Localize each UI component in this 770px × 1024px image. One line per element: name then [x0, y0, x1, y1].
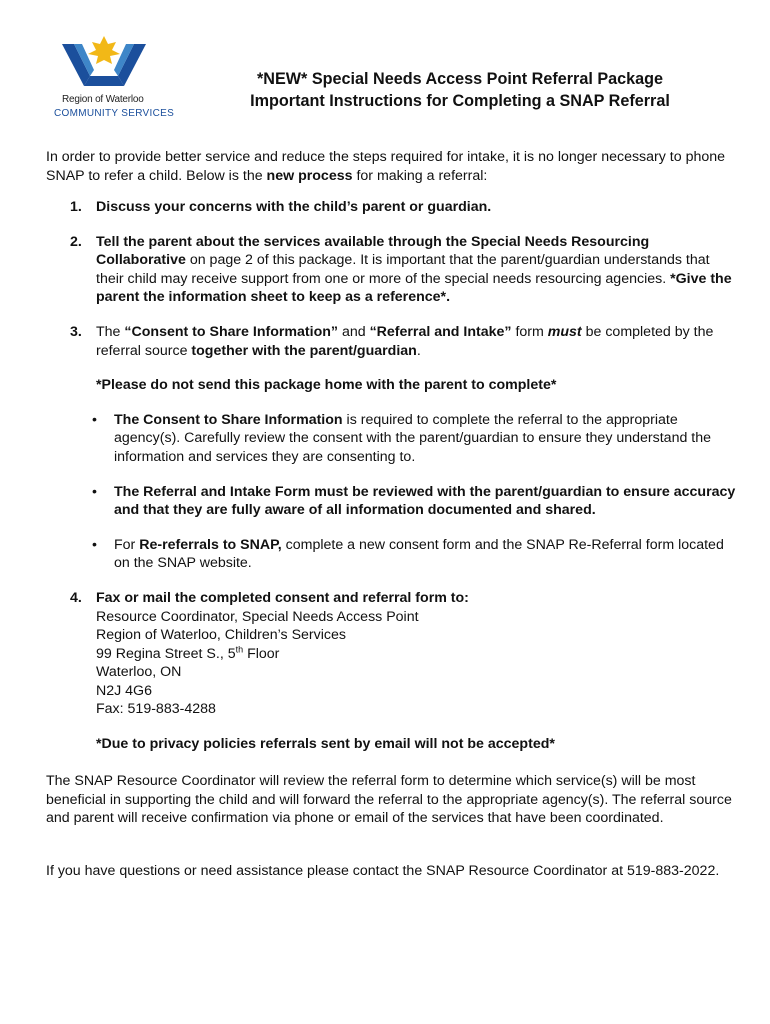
bullet-item — [92, 411, 736, 467]
step-3-bullet-list — [92, 411, 736, 573]
address-line: Resource Coordinator, Special Needs Access Point — [96, 608, 419, 625]
step-2-text: on page 2 of this package. It is important that the parent/guardian understands that their child may receive support from one or more of the special needs resourcing agencies. — [96, 252, 710, 287]
step-2-bold-end: *Give the parent the information sheet to keep as a reference*. — [96, 270, 732, 306]
step-3-emphasis: must — [547, 323, 582, 340]
outro-paragraph-1: The SNAP Resource Coordinator will review the referral form to determine which service(s) will be most beneficial in supporting the child and will forward the referral to the appropriate agency(s). The referral source and parent will receive confirmation via phone or email of the services that have been coordinated. — [46, 773, 732, 827]
step-number: 1. — [70, 199, 82, 215]
logo-org-name: Region of Waterloo — [62, 94, 144, 105]
bullet-icon: • — [92, 411, 97, 428]
fax-number: Fax: 519-883-4288 — [96, 701, 216, 718]
bullet-icon: • — [92, 483, 97, 500]
step-3-bold: “Consent to Share Information” — [124, 323, 338, 340]
address-floor: Floor — [243, 645, 280, 662]
intro-text-end: for making a referral: — [352, 167, 488, 184]
step-2-bold: Tell the parent about the services available through the Special Needs Resourcing Collaborative — [96, 233, 650, 269]
bullet-bold: The Consent to Share Information — [114, 411, 343, 428]
step-number: 2. — [70, 233, 82, 250]
address-floor-suffix: th — [235, 643, 244, 654]
step-2 — [46, 233, 736, 307]
step-4 — [46, 589, 736, 754]
step-number: 4. — [70, 589, 82, 606]
steps-list — [46, 198, 736, 754]
intro-paragraph — [46, 148, 736, 185]
step-3-text: and — [338, 323, 370, 340]
address-line: Region of Waterloo, Children’s Services — [96, 627, 346, 644]
waterloo-logo-icon — [60, 34, 148, 92]
title-line-2: Important Instructions for Completing a SNAP Referral — [250, 92, 670, 110]
step-number: 3. — [70, 323, 82, 340]
bullet-bold: Re-referrals to SNAP, — [139, 536, 282, 553]
intro-text: In order to provide better service and reduce the steps required for intake, it is no longer necessary to phone SNAP to refer a child. Below is the — [46, 149, 726, 184]
step-3-text: form — [511, 323, 548, 340]
bullet-text: is required to complete the referral to the appropriate agency(s). Carefully review the consent with the parent/guardian to ensure they understand the information and services they are consenting to. — [114, 411, 712, 465]
intro-bold: new process — [266, 167, 353, 184]
title-line-1: *NEW* Special Needs Access Point Referral Package — [256, 70, 664, 88]
privacy-notice: *Due to privacy policies referrals sent by email will not be accepted* — [96, 736, 555, 753]
step-3-text: . — [416, 342, 421, 359]
step-1-text: Discuss your concerns with the child’s parent or guardian. — [96, 199, 492, 215]
bullet-item — [92, 483, 736, 520]
address-line: Waterloo, ON — [96, 664, 182, 681]
step-3 — [46, 323, 736, 573]
bullet-text: For — [114, 536, 140, 553]
address-line: N2J 4G6 — [96, 682, 152, 699]
mailing-address — [96, 608, 736, 720]
step-1 — [46, 198, 736, 217]
step-3-text: be completed by the referral source — [96, 323, 714, 359]
address-line — [96, 645, 736, 664]
step-3-bold: “Referral and Intake” — [369, 323, 512, 340]
logo-org-division: COMMUNITY SERVICES — [54, 108, 175, 119]
region-of-waterloo-logo — [50, 34, 175, 122]
step-3-text: The — [96, 323, 125, 340]
step-3-note: *Please do not send this package home with the parent to complete* — [96, 377, 557, 394]
bullet-bold: The Referral and Intake Form must be reviewed with the parent/guardian to ensure accuracy and that they are fully aware of all information documented and shared. — [114, 483, 736, 519]
bullet-item — [92, 536, 736, 573]
outro-paragraph-2: If you have questions or need assistance please contact the SNAP Resource Coordinator at 519-883-2022. — [46, 863, 720, 879]
bullet-icon: • — [92, 536, 97, 553]
step-4-bold: Fax or mail the completed consent and referral form to: — [96, 589, 469, 606]
address-street: 99 Regina Street S., 5 — [96, 645, 236, 662]
page-title — [190, 68, 730, 112]
step-3-bold: together with the parent/guardian — [191, 342, 417, 359]
bullet-text: complete a new consent form and the SNAP Re-Referral form located on the SNAP website. — [114, 536, 724, 572]
